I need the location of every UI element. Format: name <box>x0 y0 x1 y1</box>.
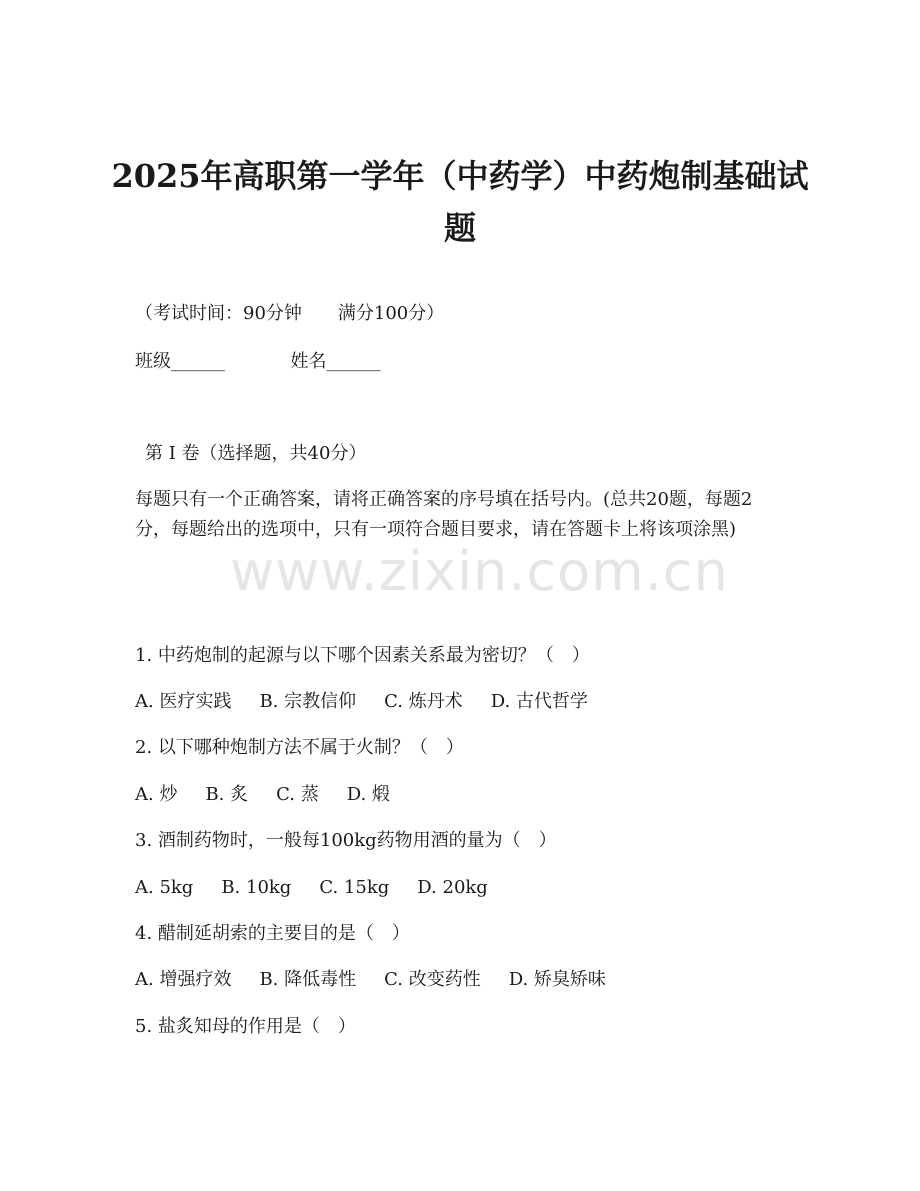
question-stem: 1. 中药炮制的起源与以下哪个因素关系最为密切？（ ） <box>135 645 590 666</box>
question-stem: 3. 酒制药物时，一般每100kg药物用酒的量为（ ） <box>135 830 557 851</box>
instructions: 每题只有一个正确答案，请将正确答案的序号填在括号内。(总共20题，每题2分，每题给出的选项中，只有一项符合题目要求，请在答题卡上将该项涂黑) <box>135 489 753 540</box>
name-label: 姓名______ <box>290 351 381 372</box>
watermark: www.zixin.com.cn <box>230 540 729 603</box>
class-label: 班级______ <box>135 351 225 372</box>
option-a: A. 增强疗效 <box>135 969 232 990</box>
option-b: B. 10kg <box>221 877 292 898</box>
student-info-row <box>135 350 380 374</box>
option-b: B. 降低毒性 <box>259 969 357 990</box>
option-b: B. 炙 <box>205 784 249 805</box>
page-title: 2025年高职第一学年（中药学）中药炮制基础试题 <box>111 157 809 247</box>
question-options <box>135 690 588 714</box>
option-a: A. 5kg <box>135 877 194 898</box>
question-options <box>135 783 390 807</box>
question-options <box>135 968 606 992</box>
section-heading: 第 I 卷（选择题，共40分） <box>145 443 367 464</box>
option-d: D. 煅 <box>346 784 390 805</box>
option-a: A. 炒 <box>135 784 178 805</box>
exam-info: （考试时间：90分钟 满分100分） <box>135 303 445 324</box>
option-c: C. 15kg <box>319 877 390 898</box>
question-stem: 4. 醋制延胡索的主要目的是（ ） <box>135 923 410 944</box>
option-d: D. 矫臭矫味 <box>508 969 606 990</box>
option-d: D. 20kg <box>417 877 488 898</box>
option-c: C. 改变药性 <box>384 969 481 990</box>
question-options <box>135 876 488 900</box>
question-stem: 5. 盐炙知母的作用是（ ） <box>135 1016 356 1037</box>
option-c: C. 炼丹术 <box>384 691 463 712</box>
option-a: A. 医疗实践 <box>135 691 232 712</box>
option-c: C. 蒸 <box>276 784 319 805</box>
option-d: D. 古代哲学 <box>490 691 588 712</box>
option-b: B. 宗教信仰 <box>259 691 357 712</box>
question-stem: 2. 以下哪种炮制方法不属于火制？（ ） <box>135 737 464 758</box>
